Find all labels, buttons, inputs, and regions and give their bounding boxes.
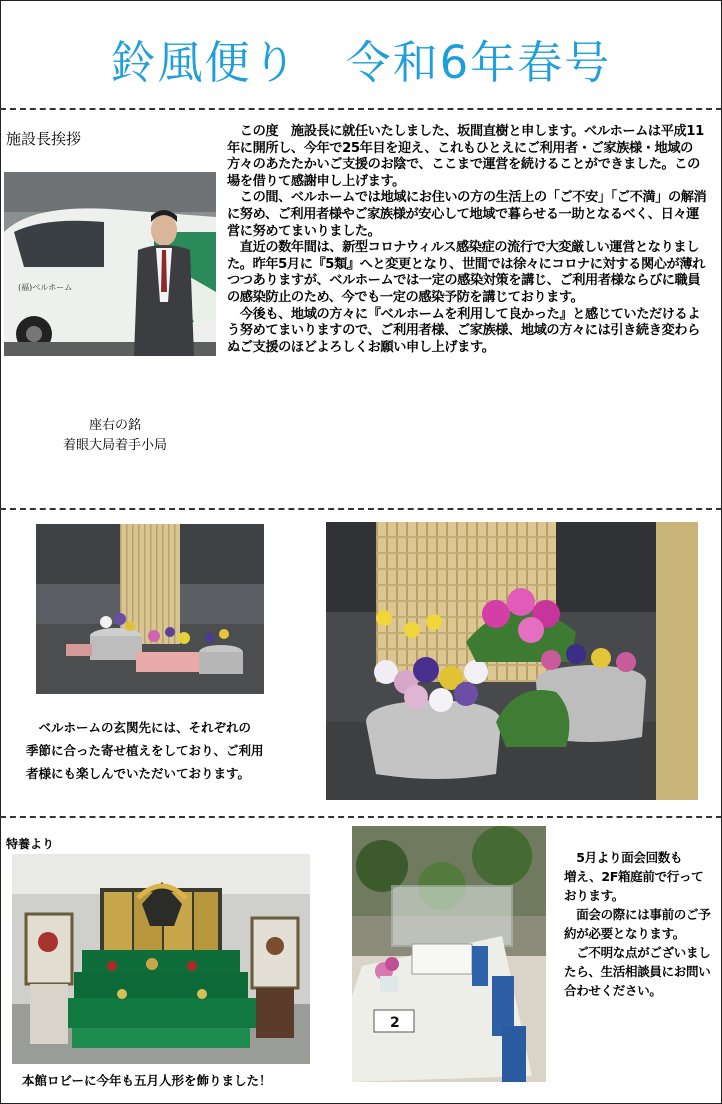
may-dolls-caption: 本館ロビーに今年も五月人形を飾りました！ [22,1073,272,1088]
greeting-message [227,124,707,356]
divider-middle [0,508,722,510]
visit-notice-line: 面会の際には事前のご予約が必要となります。 [564,907,711,941]
greeting-paragraph: この間、ベルホームでは地域にお住いの方の生活上の「ご不安」「ご不満」の解消に努め、ご利用者様やご家族様が安心して地域で暮らせる一助となるべく、日々運営に努めてまいりました。 [227,190,707,239]
motto-label: 座右の銘 [88,418,141,433]
may-dolls-photo [12,854,310,1064]
greeting-paragraph: 今後も、地域の方々に『ベルホームを利用して良かった』と感じていただけるよう努めてまいりますので、ご利用者様、ご家族様、地域の方々には引き続き変わらぬご支援のほどよろしくお願い申し上げます。 [227,306,701,355]
entrance-flowers-photo-large [326,522,698,800]
visit-table-number: 2 [390,1015,400,1031]
newsletter-title: 鈴風便り 令和6年春号 [110,36,612,89]
motto-text: 着眼大局着手小局 [62,438,167,453]
entrance-caption-line: ベルホームの玄関先には、それぞれの [26,720,252,735]
visit-notice-line: ご不明な点がございましたら、生活相談員にお問い合わせください。 [564,945,711,998]
visit-notice [564,848,714,1000]
entrance-flowers-photo-small [36,524,264,694]
greeting-paragraph: 直近の数年間は、新型コロナウィルス感染症の流行で大変厳しい運営となりました。昨年5月に『5類』へと変更となり、世間では徐々にコロナに対する関心が薄れつつありますが、ベルホームでは一定の感染対策を講じ、ご利用者様ならびに職員の感染防止のため、今でも一定の感染予防を講じております。 [227,240,705,305]
director-photo [4,172,216,356]
greeting-paragraph: この度 施設長に就任いたしました、坂間直樹と申します。ベルホームは平成11年に開所し、今年で25年目を迎え、これもひとえにご利用者・ご家族様・地域の方々のあたたかいご支援のお陰で、ここまで運営を続けることができました。この場を借りて感謝申し上げます。 [227,124,704,189]
motto-block [30,416,200,456]
entrance-caption [26,716,296,785]
visit-notice-line: 増え、2F箱庭前で行っております。 [564,869,704,903]
tokuyo-label: 特養より [6,837,55,851]
entrance-caption-line: 季節に合った寄せ植えをしており、ご利用 [26,743,264,758]
visit-notice-line: 5月より面会回数も [564,850,683,865]
divider-bottom [0,816,722,818]
divider-top [0,108,722,110]
entrance-caption-line: 者様にも楽しんでいただいております。 [26,766,251,781]
van-label: (福)ベルホーム [18,283,73,292]
greeting-label: 施設長挨拶 [6,130,82,148]
visit-room-photo [352,826,546,1082]
